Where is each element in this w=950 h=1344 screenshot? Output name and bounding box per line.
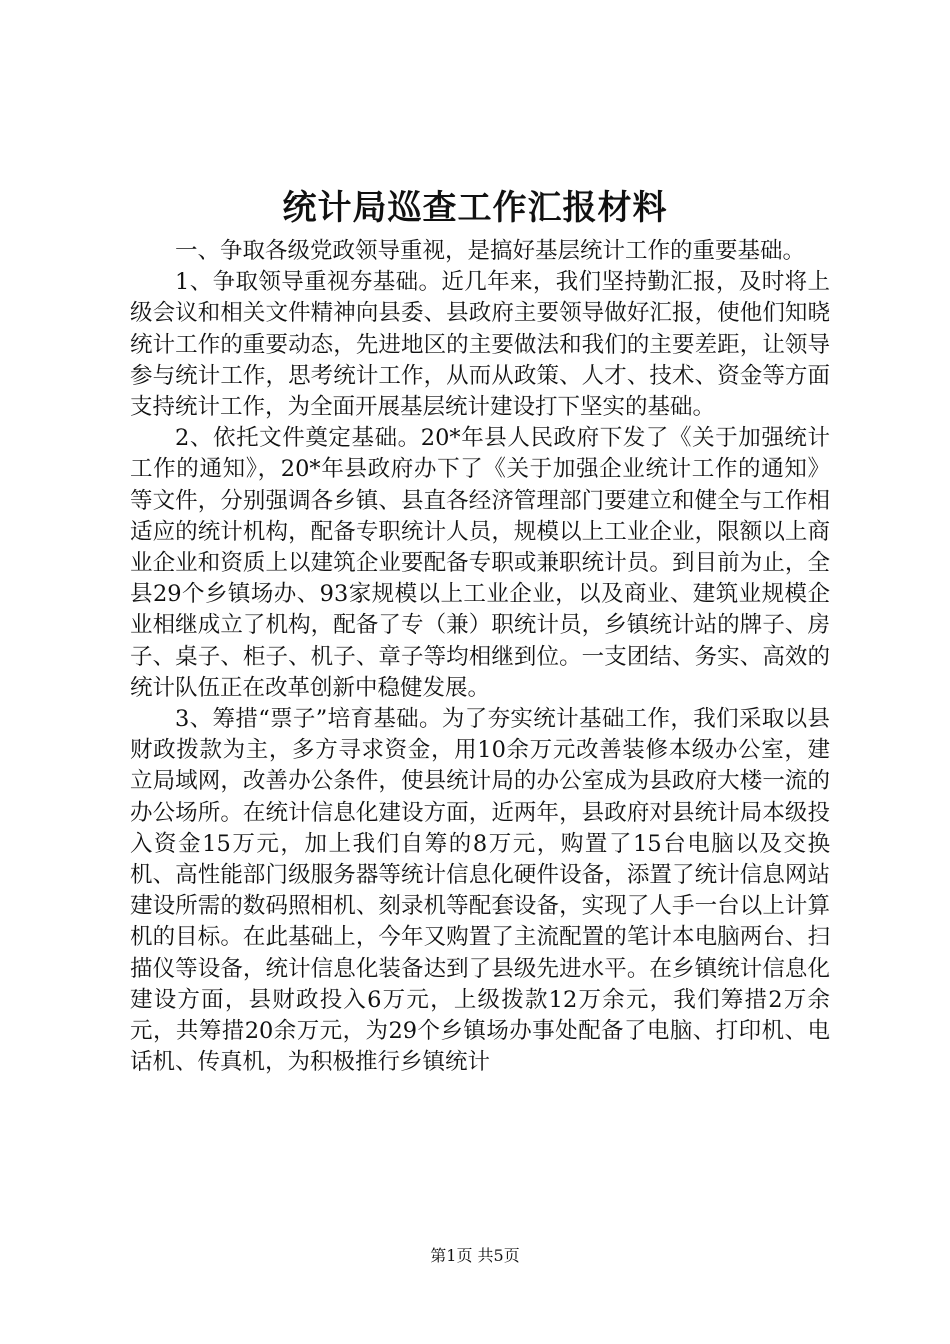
paragraph-item-1: 1、争取领导重视夯基础。近几年来，我们坚持勤汇报，及时将上级会议和相关文件精神向县委、县政府主要领导做好汇报，使他们知晓统计工作的重要动态，先进地区的主要做法和我们的主要差距，让领导参与统计工作，思考统计工作，从而从政策、人才、技术、资金等方面支持统计工作，为全面开展基层统计建设打下坚实的基础。	[130, 269, 830, 421]
document-body	[130, 236, 830, 1078]
paragraph-item-2: 2、依托文件奠定基础。20*年县人民政府下发了《关于加强统计工作的通知》，20*年县政府办下了《关于加强企业统计工作的通知》等文件，分别强调各乡镇、县直各经济管理部门要建立和健全与工作相适应的统计机构，配备专职统计人员，规模以上工业企业，限额以上商业企业和资质上以建筑企业要配备专职或兼职统计员。到目前为止，全县29个乡镇场办、93家规模以上工业企业，以及商业、建筑业规模企业相继成立了机构，配备了专（兼）职统计员，乡镇统计站的牌子、房子、桌子、柜子、机子、章子等均相继到位。一支团结、务实、高效的统计队伍正在改革创新中稳健发展。	[130, 425, 830, 701]
document-title: 统计局巡查工作汇报材料	[282, 188, 668, 228]
paragraph-item-3: 3、筹措“票子”培育基础。为了夯实统计基础工作，我们采取以县财政拨款为主，多方寻求资金，用10余万元改善装修本级办公室，建立局域网，改善办公条件，使县统计局的办公室成为县政府大楼一流的办公场所。在统计信息化建设方面，近两年，县政府对县统计局本级投入资金15万元，加上我们自筹的8万元，购置了15台电脑以及交换机、高性能部门级服务器等统计信息化硬件设备，添置了统计信息网站建设所需的数码照相机、刻录机等配套设备，实现了人手一台以上计算机的目标。在此基础上，今年又购置了主流配置的笔计本电脑两台、扫描仪等设备，统计信息化装备达到了县级先进水平。在乡镇统计信息化建设方面，县财政投入6万元，上级拨款12万余元，我们筹措2万余元，共筹措20余万元，为29个乡镇场办事处配备了电脑、打印机、电话机、传真机，为积极推行乡镇统计	[130, 706, 830, 1076]
paragraph-section-heading: 一、争取各级党政领导重视，是搞好基层统计工作的重要基础。	[175, 238, 806, 264]
page-number-footer: 第1页 共5页	[430, 1246, 520, 1265]
